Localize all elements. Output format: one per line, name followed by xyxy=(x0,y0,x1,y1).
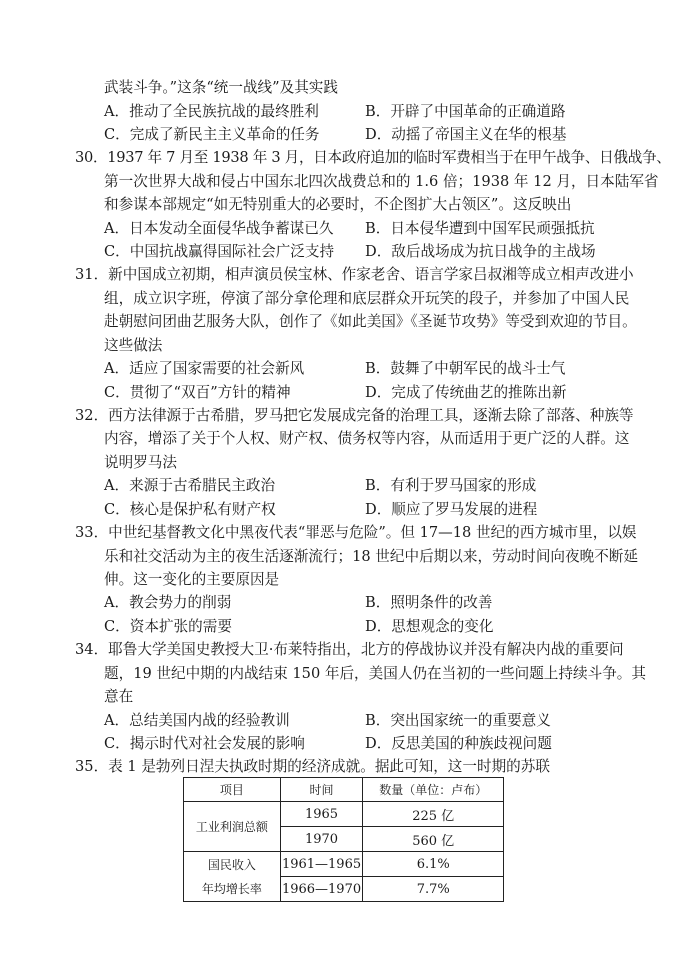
q35-stem-line-1: 35．表 1 是勃列日涅夫执政时期的经济成就。据此可知，这一时期的苏联 xyxy=(75,758,550,775)
table-cell-value: 7.7% xyxy=(363,877,504,902)
table-header-row xyxy=(184,778,504,802)
q32-option-d: D．顺应了罗马发展的进程 xyxy=(365,501,538,518)
q33-option-b: B．照明条件的改善 xyxy=(365,594,493,611)
q31-stem-line-2: 组，成立识字班，停演了部分拿伦理和底层群众开玩笑的段子，并参加了中国人民 xyxy=(104,290,630,307)
table-cell-time: 1966—1970 xyxy=(280,877,363,902)
q34-option-b: B．突出国家统一的重要意义 xyxy=(365,712,551,729)
q29-option-c: C．完成了新民主主义革命的任务 xyxy=(104,126,320,143)
q34-stem-line-1: 34．耶鲁大学美国史教授大卫·布莱特指出，北方的停战协议并没有解决内战的重要问 xyxy=(75,641,624,658)
q31-stem-line-3: 赴朝慰问团曲艺服务大队，创作了《如此美国》《圣诞节攻势》等受到欢迎的节目。 xyxy=(104,313,637,330)
q31-option-b: B．鼓舞了中朝军民的战斗士气 xyxy=(365,360,566,377)
q31-stem-line-1: 31．新中国成立初期，相声演员侯宝林、作家老舍、语言学家吕叔湘等成立相声改进小 xyxy=(75,266,634,283)
table-cell-time: 1970 xyxy=(280,827,363,852)
table-row xyxy=(184,802,504,827)
q29-option-a: A．推动了全民族抗战的最终胜利 xyxy=(104,103,319,120)
q32-stem-line-1: 32．西方法律源于古希腊，罗马把它发展成完备的治理工具，逐渐去除了部落、种族等 xyxy=(75,407,634,424)
economic-table xyxy=(183,777,504,902)
table-cell-value: 225 亿 xyxy=(363,802,504,827)
table-group-label: 工业利润总额 xyxy=(184,802,281,852)
table-group-label-line-2: 年均增长率 xyxy=(201,881,262,896)
q34-option-c: C．揭示时代对社会发展的影响 xyxy=(104,735,305,752)
q33-option-d: D．思想观念的变化 xyxy=(365,618,494,635)
q30-option-c: C．中国抗战赢得国际社会广泛支持 xyxy=(104,243,335,260)
q33-option-c: C．资本扩张的需要 xyxy=(104,618,232,635)
q34-stem-line-2: 题，19 世纪中期的内战结束 150 年后，美国人仍在当初的一些问题上持续斗争。其 xyxy=(104,665,646,682)
q32-option-c: C．核心是保护私有财产权 xyxy=(104,501,276,518)
table-cell-time: 1961—1965 xyxy=(280,852,363,877)
table-cell-value: 6.1% xyxy=(363,852,504,877)
q34-option-d: D．反思美国的种族歧视问题 xyxy=(365,735,552,752)
q31-option-a: A．适应了国家需要的社会新风 xyxy=(104,360,305,377)
q29-option-d: D．动摇了帝国主义在华的根基 xyxy=(365,126,567,143)
q30-stem-line-2: 第一次世界大战和侵占中国东北四次战费总和的 1.6 倍；1938 年 12 月，日本陆军省 xyxy=(104,173,659,190)
table-row xyxy=(184,852,504,877)
q34-stem-line-3: 意在 xyxy=(104,688,134,705)
table-group-label-line-1: 国民收入 xyxy=(207,857,256,872)
q30-option-d: D．敌后战场成为抗日战争的主战场 xyxy=(365,243,596,260)
q33-stem-line-3: 伸。这一变化的主要原因是 xyxy=(104,571,280,588)
q30-stem-line-1: 30．1937 年 7 月至 1938 年 3 月，日本政府追加的临时军费相当于在甲午战争、日俄战争、 xyxy=(75,149,671,166)
q32-stem-line-3: 说明罗马法 xyxy=(104,454,177,471)
q30-option-b: B．日本侵华遭到中国军民顽强抵抗 xyxy=(365,220,595,237)
q33-stem-line-1: 33．中世纪基督教文化中黑夜代表“罪恶与危险”。但 17—18 世纪的西方城市里，以娱 xyxy=(75,524,637,541)
q34-option-a: A．总结美国内战的经验教训 xyxy=(104,712,290,729)
table-header-amount: 数量（单位：卢布） xyxy=(363,778,504,802)
q29-option-b: B．开辟了中国革命的正确道路 xyxy=(365,103,566,120)
q32-stem-line-2: 内容，增添了关于个人权、财产权、债务权等内容，从而适用于更广泛的人群。这 xyxy=(104,430,630,447)
table-group-label xyxy=(184,852,281,902)
q32-option-a: A．来源于古希腊民主政治 xyxy=(104,477,276,494)
table-header-item: 项目 xyxy=(184,778,281,802)
q33-option-a: A．教会势力的削弱 xyxy=(104,594,232,611)
q33-stem-line-2: 乐和社交活动为主的夜生活逐渐流行；18 世纪中后期以来，劳动时间向夜晚不断延 xyxy=(104,548,638,565)
q31-option-c: C．贯彻了“双百”方针的精神 xyxy=(104,384,291,401)
q31-stem-line-4: 这些做法 xyxy=(104,337,163,354)
q30-stem-line-3: 和参谋本部规定“如无特别重大的必要时，不企图扩大占领区”。这反映出 xyxy=(104,196,572,213)
table-cell-value: 560 亿 xyxy=(363,827,504,852)
table-header-time: 时间 xyxy=(280,778,363,802)
q30-option-a: A．日本发动全面侵华战争蓄谋已久 xyxy=(104,220,334,237)
q29-stem-tail: 武装斗争。”这条“统一战线”及其实践 xyxy=(104,79,338,96)
q31-option-d: D．完成了传统曲艺的推陈出新 xyxy=(365,384,567,401)
q32-option-b: B．有利于罗马国家的形成 xyxy=(365,477,537,494)
table-cell-time: 1965 xyxy=(280,802,363,827)
